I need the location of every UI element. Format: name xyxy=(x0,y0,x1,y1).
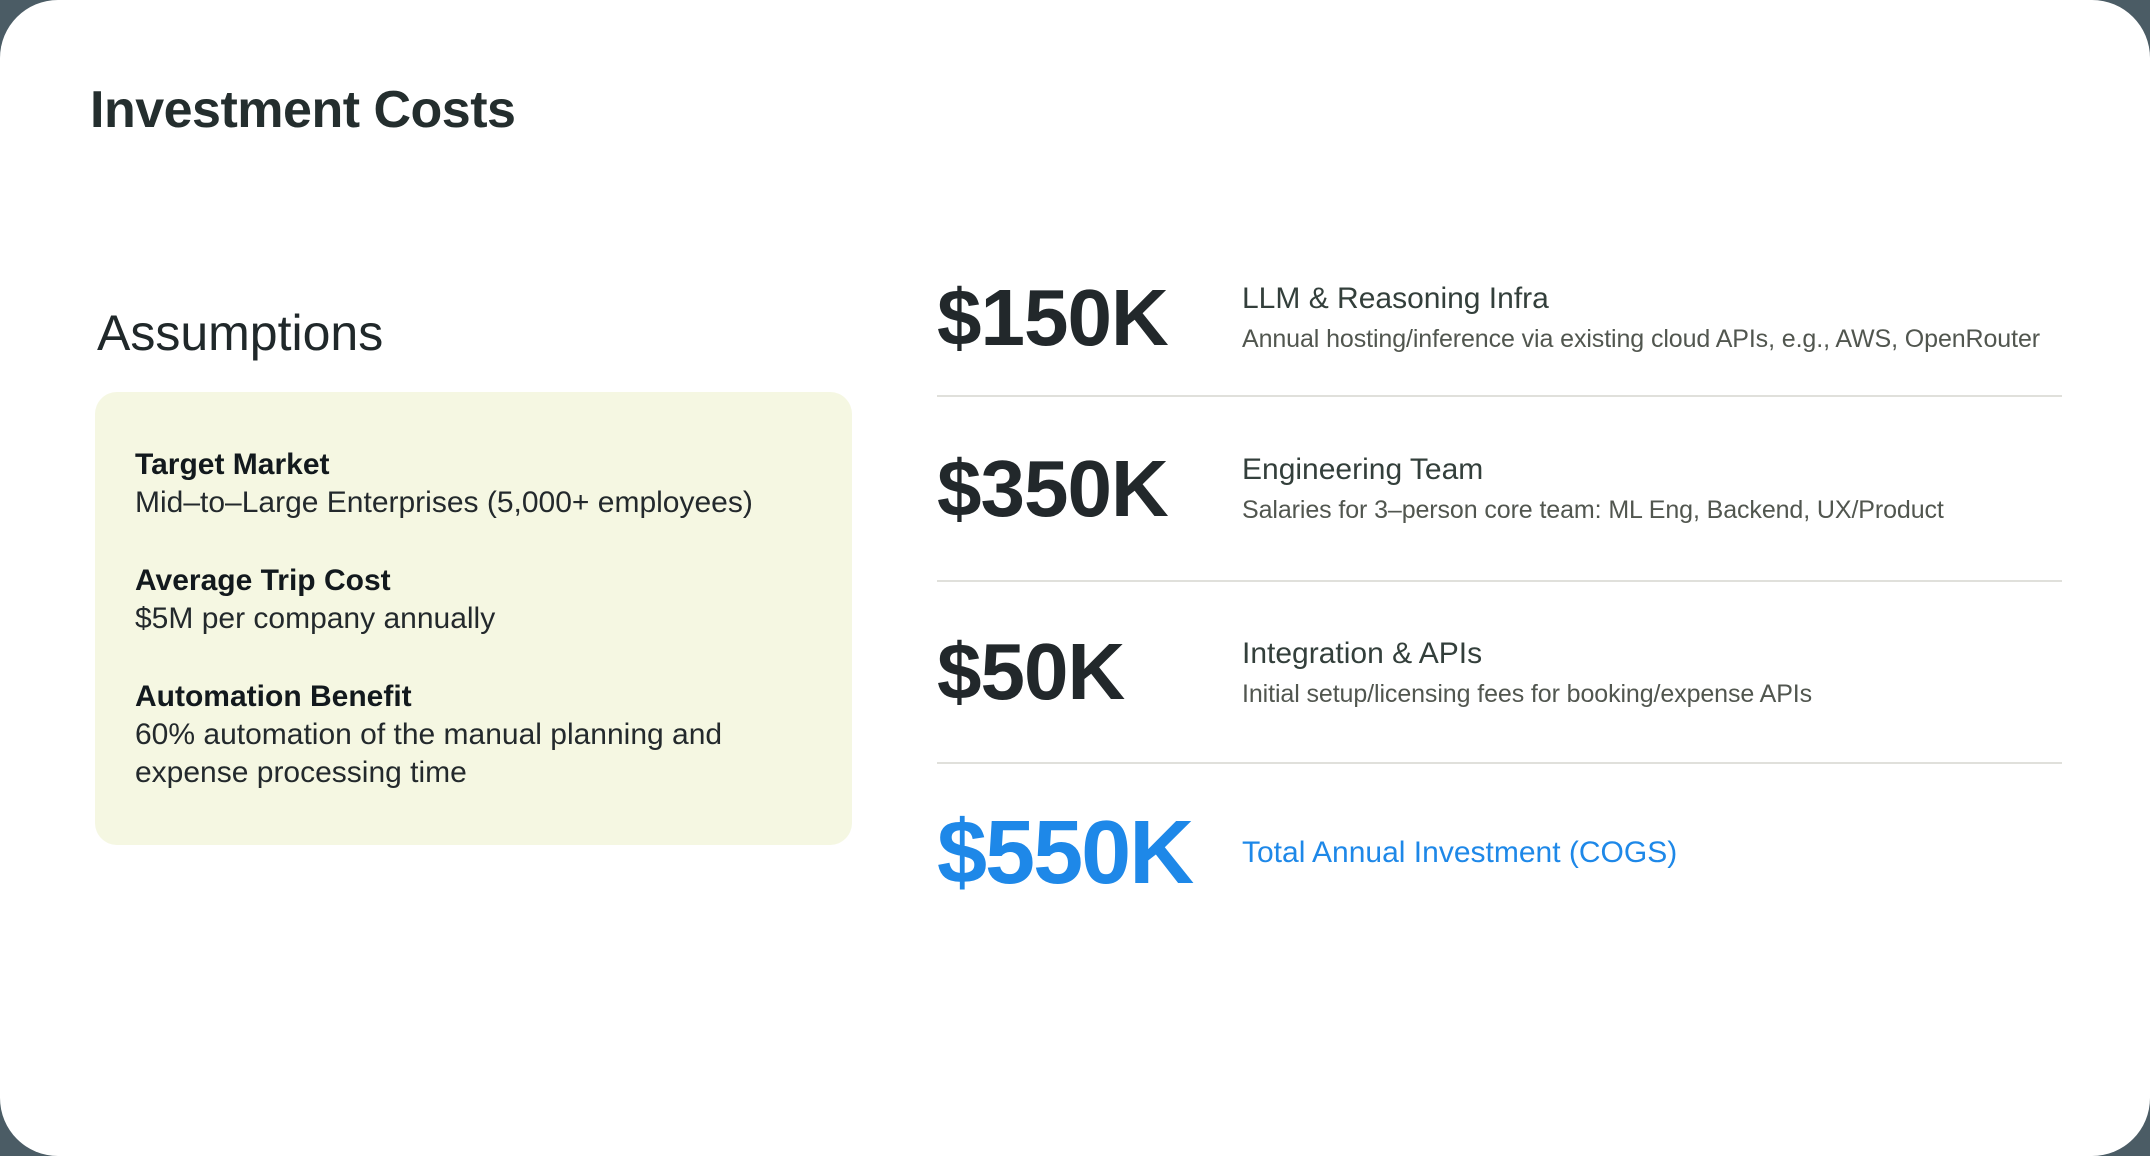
assumptions-heading: Assumptions xyxy=(97,305,384,361)
cost-row-integration-apis xyxy=(937,582,2062,764)
cost-text xyxy=(1242,452,1944,525)
cost-description: Initial setup/licensing fees for booking/expense APIs xyxy=(1242,679,1813,708)
cost-list xyxy=(937,240,2062,942)
cost-title: LLM & Reasoning Infra xyxy=(1242,282,1549,315)
total-amount: $550K xyxy=(937,803,1193,903)
assumption-value: 60% automation of the manual planning and expense processing time xyxy=(135,718,723,789)
cost-amount: $350K xyxy=(937,443,1168,533)
cost-description: Annual hosting/inference via existing cloud APIs, e.g., AWS, OpenRouter xyxy=(1242,325,2040,353)
cost-row-total xyxy=(937,764,2062,942)
assumption-value: Mid–to–Large Enterprises (5,000+ employees) xyxy=(135,486,753,519)
cost-text xyxy=(1242,636,1812,709)
assumption-label: Target Market xyxy=(135,448,330,481)
assumption-item xyxy=(135,678,816,792)
page-title: Investment Costs xyxy=(90,81,516,139)
cost-description: Salaries for 3–person core team: ML Eng, Backend, UX/Product xyxy=(1242,496,1944,524)
assumption-label: Average Trip Cost xyxy=(135,564,391,597)
assumption-item xyxy=(135,446,816,522)
cost-amount: $150K xyxy=(937,272,1168,362)
cost-text xyxy=(1242,835,1677,871)
assumption-item xyxy=(135,562,816,638)
cost-title: Engineering Team xyxy=(1242,453,1484,486)
assumption-label: Automation Benefit xyxy=(135,680,412,713)
cost-title: Integration & APIs xyxy=(1242,636,1483,670)
cost-text xyxy=(1242,281,2040,354)
cost-row-llm-infra xyxy=(937,240,2062,397)
assumptions-box xyxy=(95,392,852,845)
total-label: Total Annual Investment (COGS) xyxy=(1242,836,1678,869)
cost-row-engineering-team xyxy=(937,397,2062,582)
assumption-value: $5M per company annually xyxy=(135,602,496,635)
cost-amount: $50K xyxy=(937,627,1125,716)
